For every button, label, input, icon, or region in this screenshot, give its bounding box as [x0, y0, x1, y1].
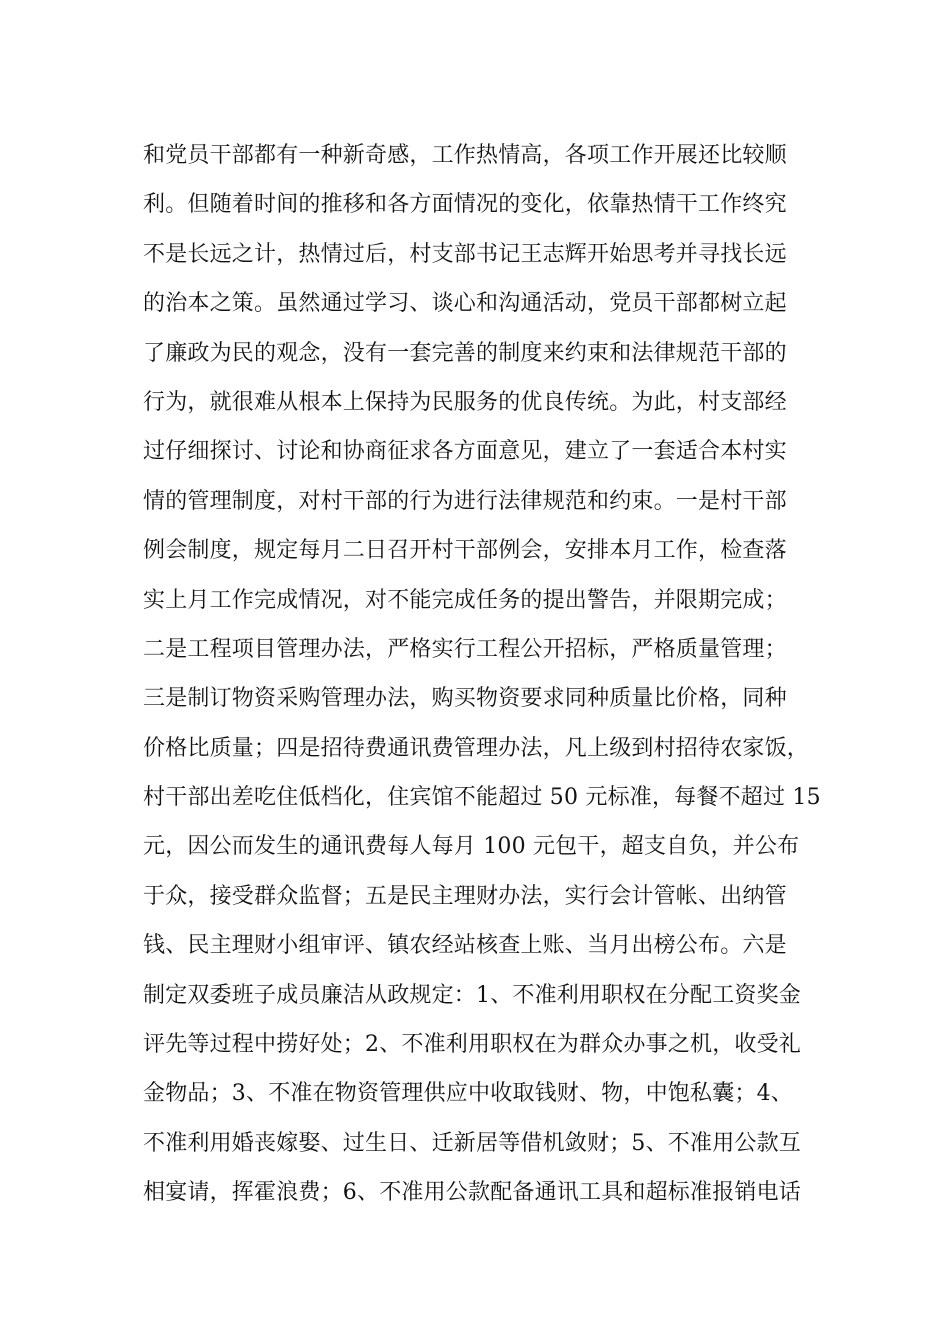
- text-line: 实上月工作完成情况，对不能完成任务的提出警告，并限期完成；: [143, 587, 787, 613]
- text-line: 不是长远之计，热情过后，村支部书记王志辉开始思考并寻找长远: [143, 241, 787, 267]
- text-line: 了廉政为民的观念，没有一套完善的制度来约束和法律规范干部的: [143, 340, 787, 366]
- text-line: 相宴请，挥霍浪费；6、不准用公款配备通讯工具和超标准报销电话: [143, 1180, 801, 1206]
- text-line: 例会制度，规定每月二日召开村干部例会，安排本月工作，检查落: [143, 538, 787, 564]
- text-line: 三是制订物资采购管理办法，购买物资要求同种质量比价格，同种: [143, 686, 787, 712]
- text-line: 情的管理制度，对村干部的行为进行法律规范和约束。一是村干部: [143, 488, 787, 514]
- text-line: 元，因公而发生的通讯费每人每月 100 元包干，超支自负，并公布: [143, 834, 800, 860]
- body-text: [143, 131, 833, 1218]
- text-line: 和党员干部都有一种新奇感，工作热情高，各项工作开展还比较顺: [143, 143, 787, 168]
- text-line: 行为，就很难从根本上保持为民服务的优良传统。为此，村支部经: [143, 389, 787, 415]
- text-line: 不准利用婚丧嫁娶、过生日、迁新居等借机敛财；5、不准用公款互: [143, 1130, 801, 1156]
- text-line: 村干部出差吃住低档化，住宾馆不能超过 50 元标准，每餐不超过 15: [143, 785, 821, 811]
- text-line: 金物品；3、不准在物资管理供应中收取钱财、物，中饱私囊；4、: [143, 1081, 793, 1107]
- text-line: 价格比质量；四是招待费通讯费管理办法，凡上级到村招待农家饭，: [143, 735, 810, 761]
- text-line: 二是工程项目管理办法，严格实行工程公开招标，严格质量管理；: [143, 636, 787, 662]
- text-line: 于众，接受群众监督；五是民主理财办法，实行会计管帐、出纳管: [143, 883, 787, 909]
- text-line: 的治本之策。虽然通过学习、谈心和沟通活动，党员干部都树立起: [143, 291, 787, 317]
- text-line: 利。但随着时间的推移和各方面情况的变化，依靠热情干工作终究: [143, 192, 787, 218]
- text-line: 评先等过程中捞好处；2、不准利用职权在为群众办事之机，收受礼: [143, 1032, 801, 1058]
- text-line: 钱、民主理财小组审评、镇农经站核查上账、当月出榜公布。六是: [143, 933, 787, 959]
- text-line: 过仔细探讨、讨论和协商征求各方面意见，建立了一套适合本村实: [143, 439, 787, 465]
- text-line: 制定双委班子成员廉洁从政规定：1、不准利用职权在分配工资奖金: [143, 982, 801, 1008]
